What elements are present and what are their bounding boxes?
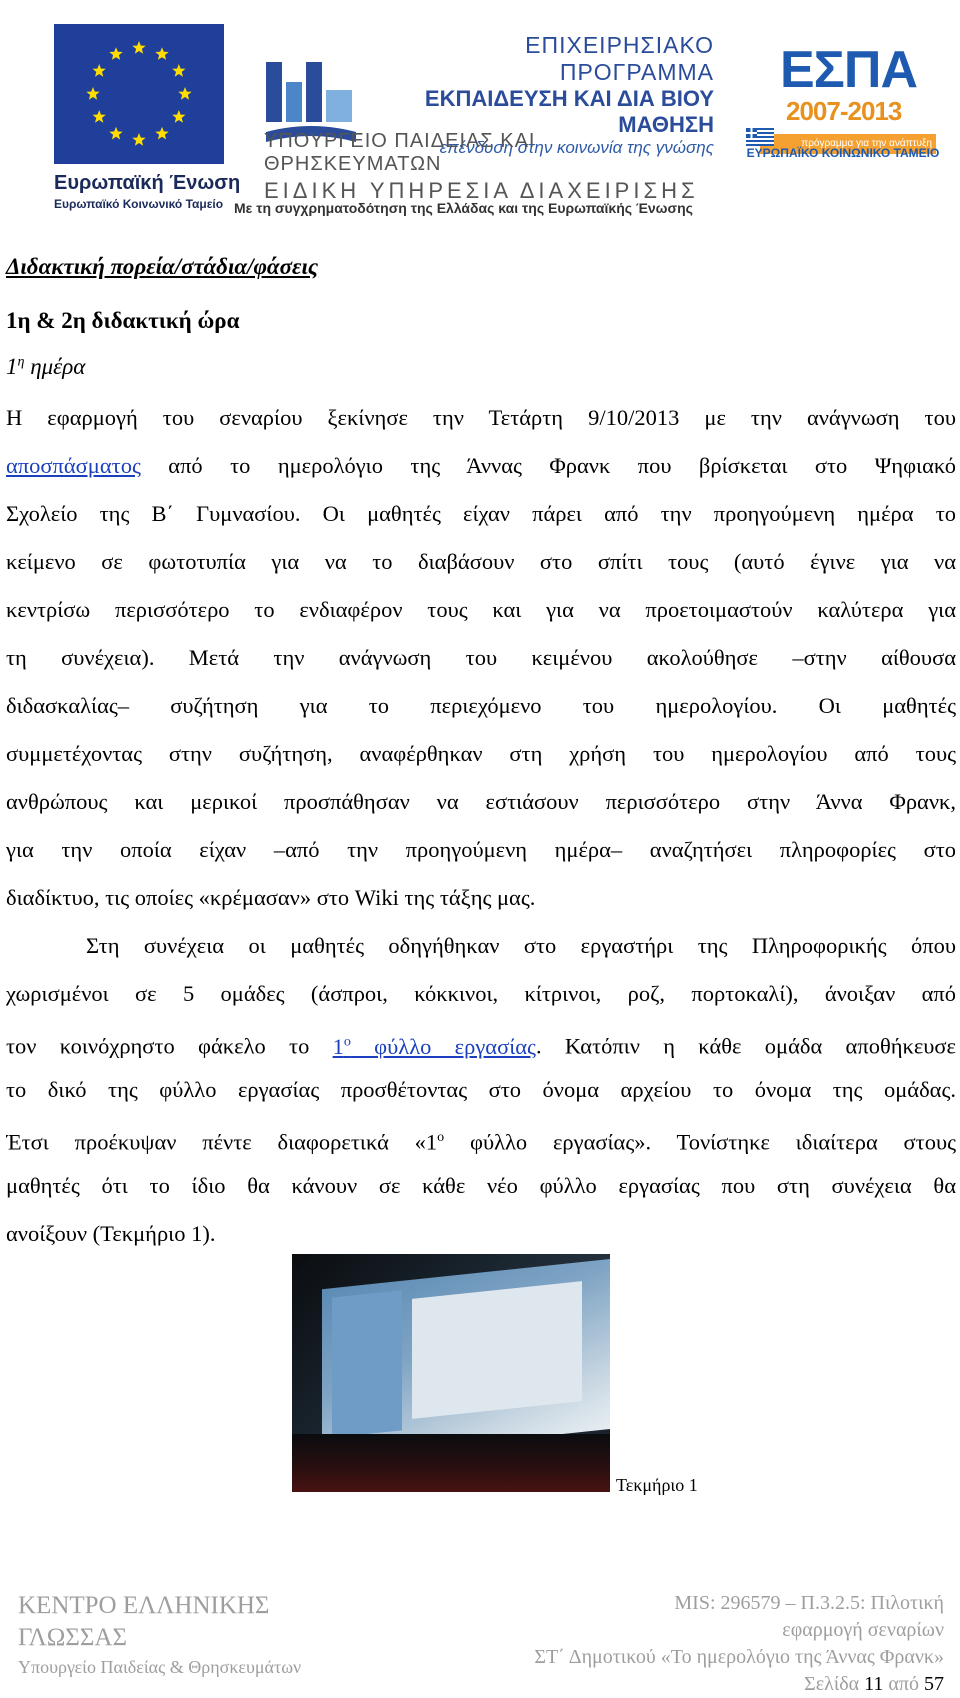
photo-desk (292, 1434, 610, 1492)
paragraph-line (6, 1018, 956, 1066)
paragraph-line: διαδίκτυο, τις οποίες «κρέμασαν» στο Wiki της τάξης μας. (6, 885, 536, 910)
excerpt-link[interactable]: αποσπάσματος (6, 453, 141, 478)
day-sup: η (17, 354, 25, 370)
paragraph-1 (6, 394, 956, 922)
page-total: 57 (924, 1673, 944, 1695)
esf-label: ΕΥΡΩΠΑΪΚΟ ΚΟΙΝΩΝΙΚΟ ΤΑΜΕΙΟ (746, 146, 940, 160)
footer-org-line2: ΓΛΩΣΣΑΣ (18, 1624, 127, 1651)
paragraph-line: κείμενο σε φωτοτυπία για να το διαβάσουν στο σπίτι τους (αυτό έγινε για να (6, 549, 956, 574)
paragraph-line: για την οποία είχαν –από την προηγούμενη ημέρα– αναζητήσει πληροφορίες στο (6, 837, 956, 862)
day-number: 1 (6, 354, 18, 379)
footer-right (424, 1590, 944, 1698)
worksheet-link[interactable] (333, 1034, 536, 1059)
section-heading: Διδακτική πορεία/στάδια/φάσεις (6, 254, 319, 279)
eu-label-title: Ευρωπαϊκή Ένωση (54, 172, 241, 194)
paragraph-line: Η εφαρμογή του σεναρίου ξεκίνησε την Τετάρτη 9/10/2013 με την ανάγνωση του (6, 405, 956, 430)
paragraph-line (6, 442, 956, 490)
paragraph-line: χωρισμένοι σε 5 ομάδες (άσπροι, κόκκινοι, κίτρινοι, ροζ, πορτοκαλί), άνοιξαν από (6, 981, 956, 1006)
worksheet-link-sup: ο (343, 1034, 351, 1049)
ministry-title (264, 130, 714, 204)
paragraph-text: . Κατόπιν η κάθε ομάδα αποθήκευσε (535, 1033, 956, 1059)
ministry-line1: ΥΠΟΥΡΓΕΙΟ ΠΑΙΔΕΙΑΣ ΚΑΙ ΘΡΗΣΚΕΥΜΑΤΩΝ (264, 130, 536, 175)
day-word: ημέρα (24, 354, 86, 379)
page-current: 11 (864, 1673, 884, 1695)
footer-title: ΣΤ΄ Δημοτικού «Το ημερολόγιο της Άννας Φρανκ» (534, 1646, 944, 1668)
espa-title: ΕΣΠΑ (780, 41, 917, 99)
paragraph-text: φύλλο εργασίας». Τονίστηκε ιδιαίτερα στους (444, 1129, 956, 1155)
ministry-line2: ΕΙΔΙΚΗ ΥΠΗΡΕΣΙΑ ΔΙΑΧΕΙΡΙΣΗΣ (264, 178, 699, 203)
paragraph-line: κεντρίσω περισσότερο το ενδιαφέρον τους και για να προετοιμαστούν καλύτερα για (6, 597, 956, 622)
footer-mis: MIS: 296579 – Π.3.2.5: Πιλοτική (674, 1592, 944, 1614)
eu-label-subtitle: Ευρωπαϊκό Κοινωνικό Ταμείο (54, 197, 224, 211)
espa-years: 2007-2013 (786, 96, 902, 126)
paragraph-line: διδασκαλίας– συζήτηση για το περιεχόμενο του ημερολογίου. Οι μαθητές (6, 693, 956, 718)
paragraph-line: μαθητές ότι το ίδιο θα κάνουν σε κάθε νέο φύλλο εργασίας που στη συνέχεια θα (6, 1173, 956, 1198)
worksheet-link-number: 1 (332, 1033, 344, 1059)
paragraph-line (6, 1114, 956, 1162)
paragraph-2 (6, 922, 956, 1258)
paragraph-text: τον κοινόχρηστο φάκελο το (6, 1033, 333, 1059)
footer-org-line3: Υπουργείο Παιδείας & Θρησκευμάτων (18, 1657, 302, 1677)
espa-slogan: πρόγραμμα για την ανάπτυξη (760, 134, 936, 154)
eu-label (54, 172, 254, 211)
page-word: Σελίδα (804, 1673, 865, 1695)
paragraph-line: ανοίξουν (Τεκμήριο 1). (6, 1221, 216, 1246)
paragraph-line: συμμετέχοντας στην συζήτηση, αναφέρθηκαν στη χρήση του ημερολογίου από τους (6, 741, 956, 766)
photo-window (412, 1281, 582, 1419)
figure-caption: Τεκμήριο 1 (616, 1475, 698, 1495)
day-heading (6, 354, 85, 380)
paragraph-line: το δικό της φύλλο εργασίας προσθέτοντας στο όνομα αρχείου το όνομα της ομάδας. (6, 1077, 956, 1102)
paragraph-line: Σχολείο της Β΄ Γυμνασίου. Οι μαθητές είχαν πάρει από την προηγούμενη ημέρα το (6, 501, 956, 526)
session-heading: 1η & 2η διδακτική ώρα (6, 308, 240, 333)
photo-sidebar (332, 1290, 402, 1437)
footer-left (18, 1590, 301, 1680)
greek-flag-icon (746, 128, 774, 146)
paragraph-line: Στη συνέχεια οι μαθητές οδηγήθηκαν στο εργαστήρι της Πληροφορικής όπου (86, 933, 956, 958)
header-banner (14, 12, 946, 238)
paragraph-text: από το ημερολόγιο της Άννας Φρανκ που βρίσκεται στο Ψηφιακό (140, 453, 956, 478)
program-line2: ΕΚΠΑΙΔΕΥΣΗ ΚΑΙ ΔΙΑ ΒΙΟΥ ΜΑΘΗΣΗ (424, 86, 714, 137)
program-line1: ΕΠΙΧΕΙΡΗΣΙΑΚΟ ΠΡΟΓΡΑΜΜΑ (525, 32, 714, 85)
paragraph-text: Έτσι προέκυψαν πέντε διαφορετικά «1 (6, 1129, 438, 1155)
ordinal-sup: ο (437, 1130, 445, 1145)
eu-flag-icon (54, 24, 224, 164)
footer-scenario: εφαρμογή σεναρίων (782, 1619, 944, 1641)
program-slogan: επένδυση στην κοινωνία της γνώσης (439, 138, 714, 157)
evidence-photo (292, 1254, 610, 1492)
footer-org-line1: ΚΕΝΤΡΟ ΕΛΛΗΝΙΚΗΣ (18, 1592, 270, 1619)
paragraph-line: τη συνέχεια). Μετά την ανάγνωση του κειμένου ακολούθησε –στην αίθουσα (6, 645, 956, 670)
page-of: από (883, 1673, 924, 1695)
cofunding-text: Με τη συγχρηματοδότηση της Ελλάδας και της Ευρωπαϊκής Ένωσης (234, 200, 693, 216)
paragraph-line: ανθρώπους και μερικοί προσπάθησαν να εστιάσουν περισσότερο στην Άννα Φρανκ, (6, 789, 956, 814)
worksheet-link-text: φύλλο εργασίας (350, 1033, 536, 1059)
